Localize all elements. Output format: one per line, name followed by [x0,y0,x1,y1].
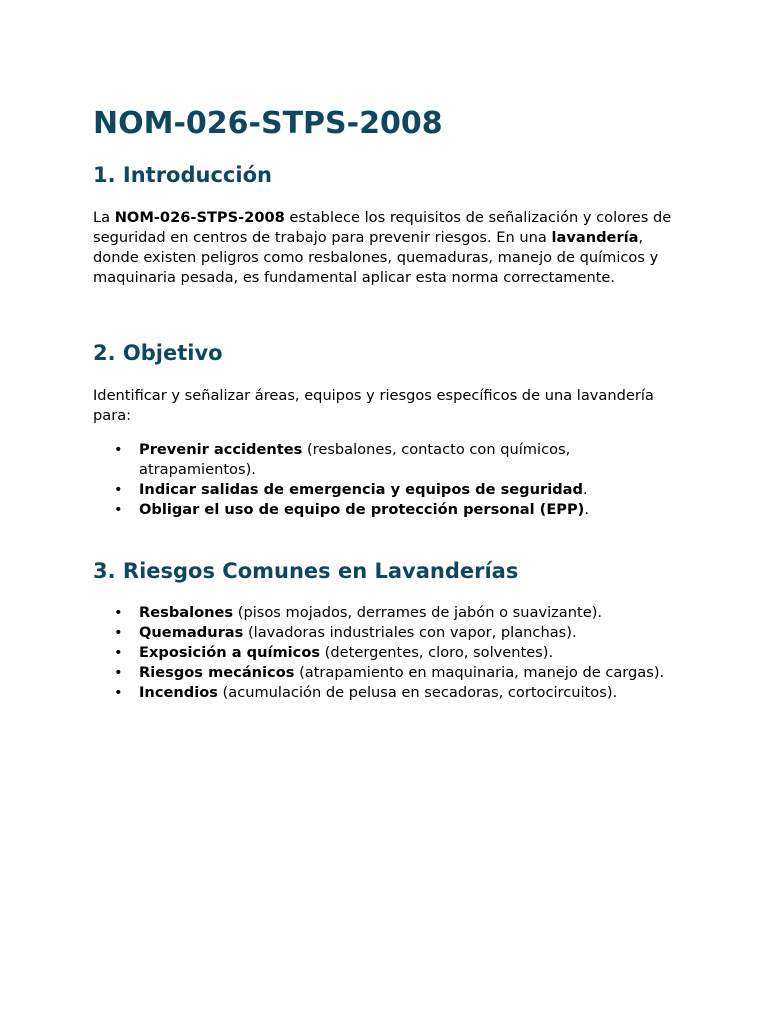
bullet-icon: • [114,441,123,458]
intro-text-prefix: La [93,209,115,226]
list-item-bold: Incendios [139,684,218,701]
intro-paragraph [93,208,675,288]
list-item [93,683,675,703]
bullet-icon: • [114,684,123,701]
list-item-bold: Quemaduras [139,624,244,641]
intro-bold-lavanderia: lavandería [551,229,639,246]
list-item [93,440,675,480]
section-heading-objetivo: 2. Objetivo [93,341,223,365]
list-item-bold: Obligar el uso de equipo de protección personal (EPP) [139,501,585,518]
bullet-icon: • [114,501,123,518]
intro-text-rest: , donde existen peligros como resbalones, quemaduras, manejo de químicos y maquinaria pesada, es fundamental aplicar esta norma correctamente. [93,229,659,286]
intro-text-middle: establece los requisitos de señalización y colores de seguridad en centros de trabajo para prevenir riesgos. En una [93,209,672,246]
list-item-text: (pisos mojados, derrames de jabón o suavizante). [233,604,603,621]
list-item-text: (lavadoras industriales con vapor, planchas). [243,624,577,641]
list-item-text: . [582,481,588,498]
list-item-text: . [584,501,589,518]
list-item-text: (resbalones, contacto con químicos, atrapamientos). [139,441,571,478]
document-title: NOM-026-STPS-2008 [93,106,443,141]
risks-list [93,603,675,703]
list-item-text: (atrapamiento en maquinaria, manejo de cargas). [294,664,665,681]
list-item-bold: Riesgos mecánicos [139,664,295,681]
intro-bold-norm: NOM-026-STPS-2008 [114,209,285,226]
list-item [93,603,675,623]
bullet-icon: • [114,624,123,641]
section-heading-introduccion: 1. Introducción [93,163,272,187]
list-item-bold: Indicar salidas de emergencia y equipos de seguridad [139,481,583,498]
list-item [93,623,675,643]
objective-list [93,440,675,520]
list-item-text: (acumulación de pelusa en secadoras, cortocircuitos). [217,684,618,701]
list-item [93,663,675,683]
list-item [93,643,675,663]
list-item [93,480,675,500]
bullet-icon: • [114,664,123,681]
list-item [93,500,675,520]
section-heading-riesgos: 3. Riesgos Comunes en Lavanderías [93,559,519,583]
bullet-icon: • [114,644,123,661]
bullet-icon: • [114,481,123,498]
list-item-bold: Resbalones [139,604,234,621]
objective-paragraph: Identificar y señalizar áreas, equipos y riesgos específicos de una lavandería para: [93,387,654,424]
list-item-bold: Prevenir accidentes [139,441,303,458]
bullet-icon: • [114,604,123,621]
list-item-text: (detergentes, cloro, solventes). [320,644,554,661]
list-item-bold: Exposición a químicos [139,644,321,661]
